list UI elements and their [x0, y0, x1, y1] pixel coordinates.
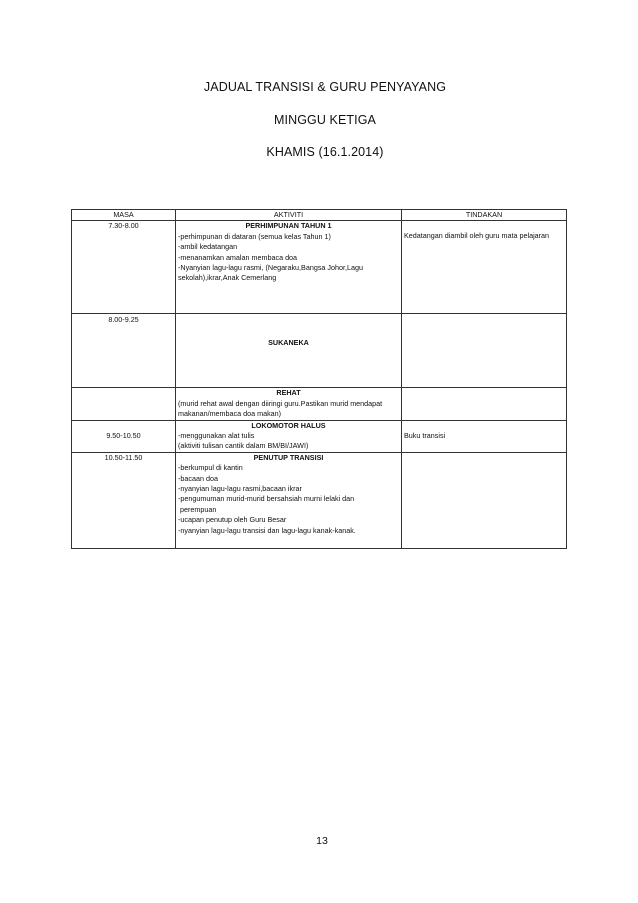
- activity-line: -berkumpul di kantin: [178, 463, 243, 473]
- date-subtitle: KHAMIS (16.1.2014): [266, 145, 384, 159]
- column-header-masa: MASA: [72, 210, 176, 221]
- activity-line: -Nyanyian lagu-lagu rasmi, (Negaraku,Bangsa Johor,Lagu sekolah),ikrar,Anak Cemerlang: [178, 263, 363, 283]
- tindakan-text: Kedatangan diambil oleh guru mata pelajaran: [404, 231, 550, 241]
- activity-line: -nyanyian lagu-lagu transisi dan lagu-lagu kanak-kanak.: [178, 525, 356, 535]
- activity-line: perempuan: [178, 504, 217, 514]
- masa-text: 8.00-9.25: [108, 315, 139, 325]
- tindakan-cell: [402, 388, 567, 420]
- table-row: [72, 388, 567, 420]
- table-row: [72, 221, 567, 314]
- tindakan-cell: [402, 420, 567, 452]
- tindakan-cell: [402, 452, 567, 548]
- aktiviti-cell: [176, 314, 402, 388]
- aktiviti-cell: [176, 420, 402, 452]
- document-title: JADUAL TRANSISI & GURU PENYAYANG: [203, 80, 447, 94]
- tindakan-cell: [402, 314, 567, 388]
- masa-cell: [72, 388, 176, 420]
- masa-cell: 10.50-11.50: [72, 452, 176, 548]
- activity-title: LOKOMOTOR HALUS: [251, 420, 326, 430]
- page-number: 13: [316, 835, 328, 847]
- week-subtitle: MINGGU KETIGA: [273, 113, 376, 127]
- activity-line: -pengumuman murid-murid bersahsiah murni lelaki dan: [178, 494, 355, 504]
- tindakan-cell: [402, 221, 567, 314]
- activity-line: -ucapan penutup oleh Guru Besar: [178, 515, 287, 525]
- aktiviti-cell: [176, 388, 402, 420]
- aktiviti-cell: [176, 452, 402, 548]
- activity-title: SUKANEKA: [268, 338, 309, 348]
- table-row: [72, 314, 567, 388]
- aktiviti-cell: [176, 221, 402, 314]
- activity-title: REHAT: [276, 388, 301, 398]
- activity-line: (aktiviti tulisan cantik dalam BM/BI/JAWI): [178, 441, 309, 451]
- table-header-row: [72, 210, 567, 221]
- masa-cell: [72, 314, 176, 388]
- table-row: [72, 452, 567, 548]
- activity-line: (murid rehat awal dengan diiringi guru.Pastikan murid mendapat makanan/membaca doa makan): [178, 398, 383, 419]
- activity-line: -perhimpunan di dataran (semua kelas Tahun 1): [178, 231, 331, 241]
- activity-title: PENUTUP TRANSISI: [253, 452, 324, 462]
- activity-line: -bacaan doa: [178, 473, 218, 483]
- activity-title: PERHIMPUNAN TAHUN 1: [245, 221, 332, 231]
- schedule-table: [71, 209, 567, 549]
- activity-line: -menanamkan amalan membaca doa: [178, 252, 298, 262]
- masa-text: 9.50-10.50: [106, 430, 141, 440]
- column-header-tindakan: TINDAKAN: [402, 210, 567, 221]
- table-row: [72, 420, 567, 452]
- activity-line: -ambil kedatangan: [178, 242, 238, 252]
- activity-line: -menggunakan alat tulis: [178, 431, 255, 441]
- activity-line: -nyanyian lagu-lagu rasmi,bacaan ikrar: [178, 484, 302, 494]
- column-header-aktiviti: AKTIVITI: [176, 210, 402, 221]
- tindakan-text: Buku transisi: [404, 430, 446, 440]
- masa-cell: [72, 420, 176, 452]
- masa-cell: 7.30-8.00: [72, 221, 176, 314]
